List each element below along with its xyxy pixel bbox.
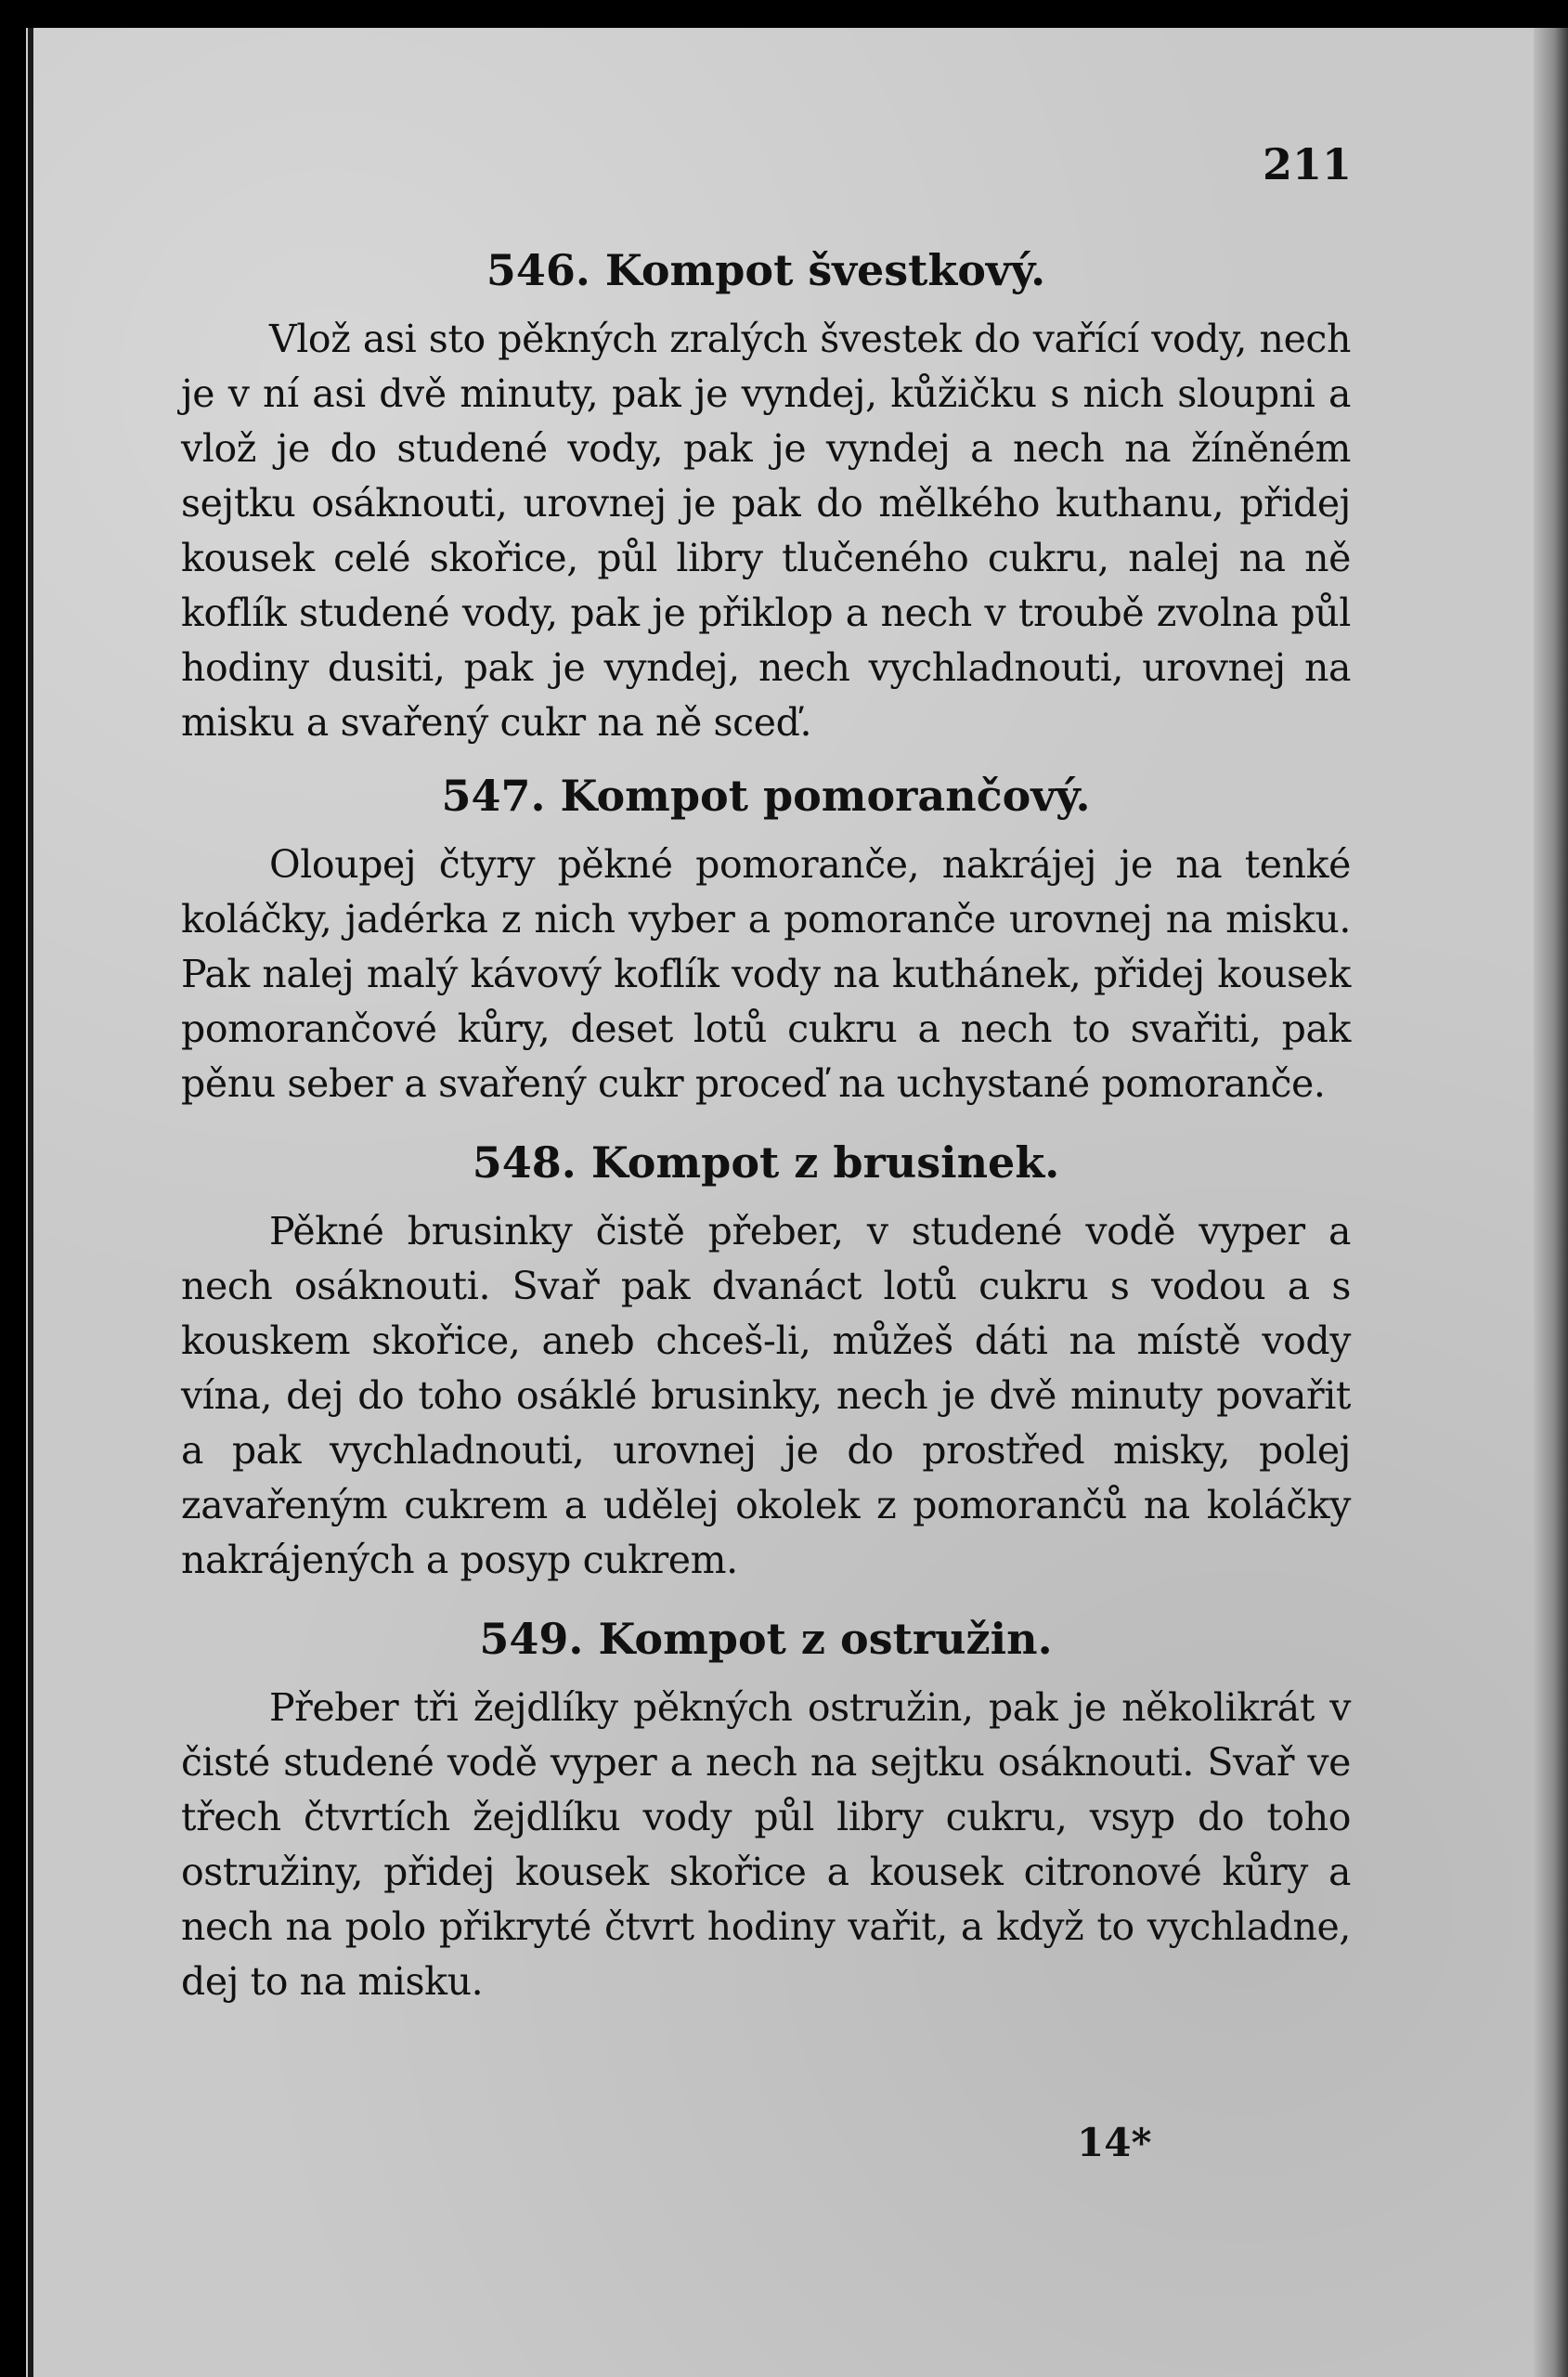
page-right-edge-shadow: [1534, 28, 1568, 2377]
recipe-text: [181, 838, 1351, 1111]
recipe-text: [181, 312, 1351, 750]
recipe-body: Přeber tři žejdlíky pěkných ostružin, pak je několikrát v čisté studené vodě vyper a nech na sejtku osáknouti. Svař ve třech čtvrtích žejdlíku vody půl libry cukru, vsyp do toho ostružiny, přidej kousek skořice a kousek citronové kůry a nech na polo přikryté čtvrt hodiny vařit, a když to vychladne, dej to na misku.: [181, 1685, 1351, 2004]
page-binding-edge: [28, 28, 33, 2377]
page-content: [181, 243, 1351, 2009]
recipe-heading: 546. Kompot švestkový.: [486, 245, 1046, 295]
page-number: 211: [1263, 139, 1353, 189]
recipe-heading: 549. Kompot z ostružin.: [479, 1614, 1053, 1664]
signature-mark: 14*: [1077, 2120, 1152, 2165]
recipe-text: [181, 1204, 1351, 1588]
recipe-body: Oloupej čtyry pěkné pomoranče, nakrájej je na tenké koláčky, jadérka z nich vyber a pomoranče urovnej na misku. Pak nalej malý kávový koflík vody na kuthánek, přidej kousek pomorančové kůry, deset lotů cukru a nech to svařiti, pak pěnu seber a svařený cukr proceď na uchystané pomoranče.: [181, 842, 1351, 1106]
recipe-text: [181, 1681, 1351, 2009]
recipe-body: Pěkné brusinky čistě přeber, v studené vodě vyper a nech osáknouti. Svař pak dvanáct lotů cukru s vodou a s kouskem skořice, aneb chceš-li, můžeš dáti na místě vody vína, dej do toho osáklé brusinky, nech je dvě minuty povařit a pak vychladnouti, urovnej je do prostřed misky, polej zavařeným cukrem a udělej okolek z pomorančů na koláčky nakrájených a posyp cukrem.: [181, 1209, 1351, 1582]
recipe-body: Vlož asi sto pěkných zralých švestek do vařící vody, nech je v ní asi dvě minuty, pak je vyndej, kůžičku s nich sloupni a vlož je do studené vody, pak je vyndej a nech na žíněném sejtku osáknouti, urovnej je pak do mělkého kuthanu, přidej kousek celé skořice, půl libry tlučeného cukru, nalej na ně koflík studené vody, pak je přiklop a nech v troubě zvolna půl hodiny dusiti, pak je vyndej, nech vychladnouti, urovnej na misku a svařený cukr na ně sceď.: [181, 317, 1351, 745]
recipe-heading: 547. Kompot pomorančový.: [441, 771, 1091, 821]
recipe-heading: 548. Kompot z brusinek.: [472, 1137, 1060, 1188]
